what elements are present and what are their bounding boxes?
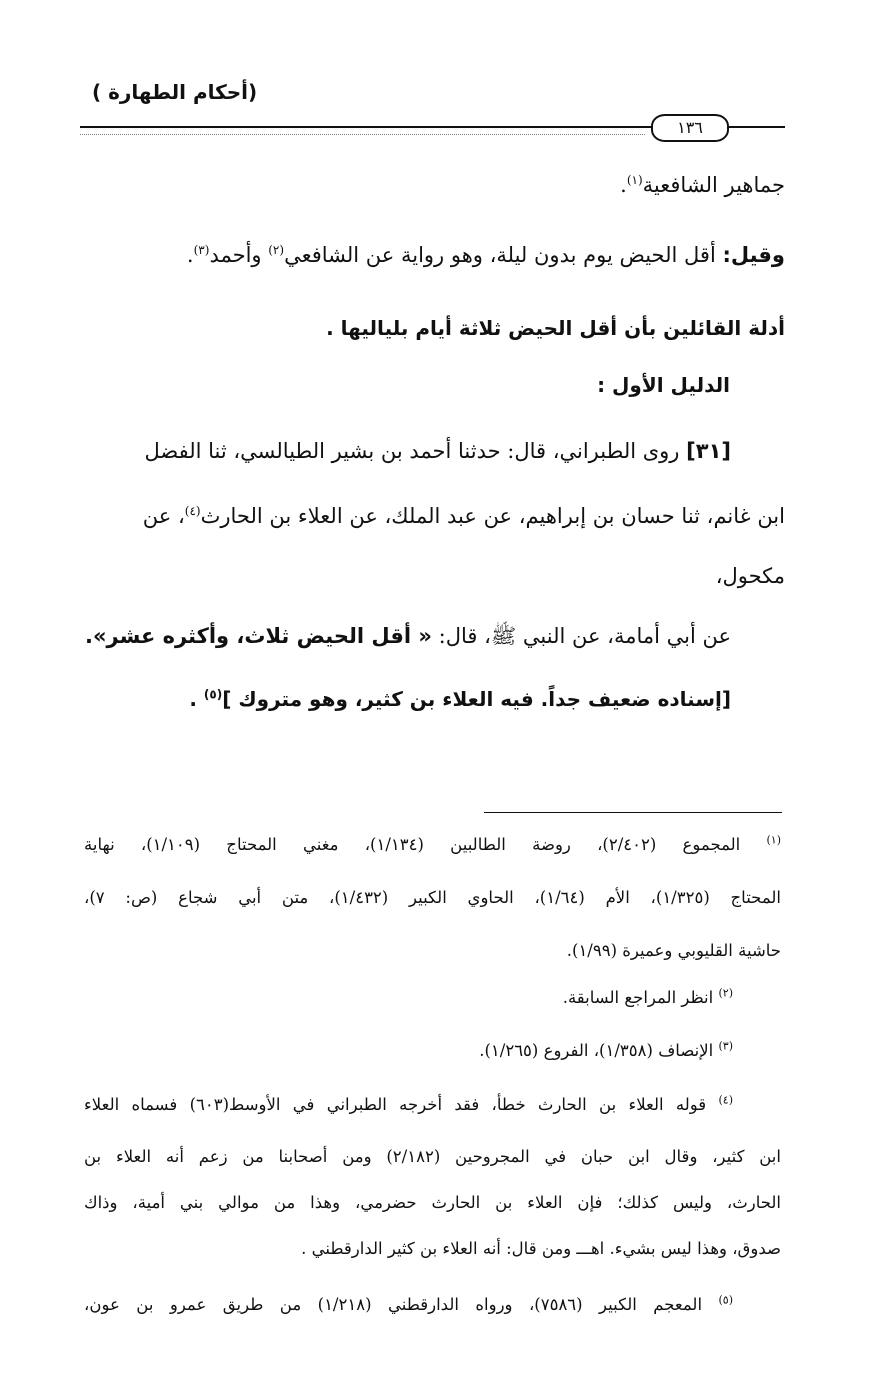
body-line-1: جماهير الشافعية$^{(١)}$. bbox=[620, 173, 785, 197]
hadith-line-4 bbox=[85, 617, 731, 655]
footnote-4-cont bbox=[84, 1142, 781, 1264]
body-text: روى الطبراني، قال: حدثنا أحمد بن بشير الطيالسي، ثنا الفضل bbox=[144, 439, 687, 463]
footnote-2 bbox=[563, 983, 733, 1013]
body-text: ، عن bbox=[142, 504, 185, 528]
footnote-text: انظر المراجع السابقة. bbox=[562, 988, 714, 1007]
footnote-5 bbox=[84, 1290, 733, 1320]
body-text: أقل الحيض يوم بدون ليلة، وهو رواية عن الشافعي bbox=[284, 243, 723, 267]
footnote-number: (١) bbox=[766, 833, 781, 847]
footnote-ref-5: (٥) bbox=[203, 687, 223, 702]
footnote-text: حاشية القليوبي وعميرة (١/٩٩). bbox=[566, 941, 781, 960]
body-text: ابن غانم، ثنا حسان بن إبراهيم، عن عبد الملك، عن العلاء بن الحارث bbox=[200, 504, 785, 528]
footnote-1 bbox=[84, 830, 781, 966]
hadith-line-2 bbox=[143, 497, 785, 535]
footnote-number: (٤) bbox=[718, 1093, 734, 1107]
body-text: جماهير الشافعية bbox=[642, 173, 785, 197]
grading-text: [إسناده ضعيف جداً. فيه العلاء بن كثير، وهو متروك ] bbox=[222, 687, 731, 711]
page-number-badge: ١٣٦ bbox=[651, 114, 729, 142]
footnote-number: (٥) bbox=[718, 1293, 733, 1307]
footnote-separator bbox=[484, 812, 782, 813]
grading-line: [إسناده ضعيف جداً. فيه العلاء بن كثير، وهو متروك ]$^{(٥)}$ . bbox=[189, 687, 731, 711]
subheading-first-evidence: الدليل الأول : bbox=[597, 373, 730, 397]
body-line-2: وقيل: أقل الحيض يوم بدون ليلة، وهو رواية عن الشافعي$^{(٢)}$ وأحمد$^{(٣)}$. bbox=[186, 243, 785, 267]
footnote-number: (٣) bbox=[718, 1039, 733, 1053]
body-text: وأحمد bbox=[209, 243, 269, 267]
footnote-4 bbox=[84, 1090, 733, 1120]
footnote-3 bbox=[479, 1036, 733, 1066]
qila-label: وقيل: bbox=[722, 243, 785, 267]
header-rule-dotted bbox=[80, 134, 645, 135]
footnote-ref-4: (٤) bbox=[184, 504, 201, 518]
footnote-text: المجموع (٢/٤٠٢)، روضة الطالبين (١/١٣٤)، مغني المحتاج (١/١٠٩)، نهاية bbox=[84, 835, 741, 854]
hadith-number: [٣١] bbox=[686, 439, 731, 463]
footnote-text: الإنصاف (١/٣٥٨)، الفروع (١/٢٦٥). bbox=[479, 1041, 714, 1060]
section-heading: أدلة القائلين بأن أقل الحيض ثلاثة أيام بلياليها . bbox=[326, 316, 785, 340]
running-header-title: (أحكام الطهارة ) bbox=[92, 80, 258, 104]
footnote-text: صدوق، وهذا ليس بشيء. اهـــ ومن قال: أنه العلاء بن كثير الدارقطني . bbox=[301, 1239, 781, 1258]
footnote-number: (٢) bbox=[718, 986, 733, 1000]
footnote-text: قوله العلاء بن الحارث خطأ، فقد أخرجه الطبراني في الأوسط(٦٠٣) فسماه العلاء bbox=[84, 1095, 707, 1114]
footnote-ref-2: (٢) bbox=[268, 243, 285, 257]
footnote-ref-1: (١) bbox=[626, 173, 643, 187]
hadith-line-1 bbox=[144, 432, 731, 470]
footnote-text: ابن كثير، وقال ابن حبان في المجروحين (٢/١٨٢) ومن أصحابنا من زعم أنه العلاء بن bbox=[84, 1147, 781, 1166]
footnote-text: المحتاج (١/٣٢٥)، الأم (١/٦٤)، الحاوي الكبير (١/٤٣٢)، متن أبي شجاع (ص: ٧)، bbox=[84, 888, 781, 907]
body-text: عن أبي أمامة، عن النبي ﷺ، قال: bbox=[431, 624, 731, 648]
hadith-matn: « أقل الحيض ثلاث، وأكثره عشر». bbox=[84, 624, 432, 648]
footnote-text: المعجم الكبير (٧٥٨٦)، ورواه الدارقطني (١/٢١٨) من طريق عمرو بن عون، bbox=[84, 1295, 703, 1314]
footnote-text: الحارث، وليس كذلك؛ فإن العلاء بن الحارث حضرمي، وهذا من موالي بني أمية، وذاك bbox=[84, 1193, 781, 1212]
footnote-ref-3: (٣) bbox=[193, 243, 210, 257]
hadith-line-3: مكحول، bbox=[715, 564, 785, 588]
